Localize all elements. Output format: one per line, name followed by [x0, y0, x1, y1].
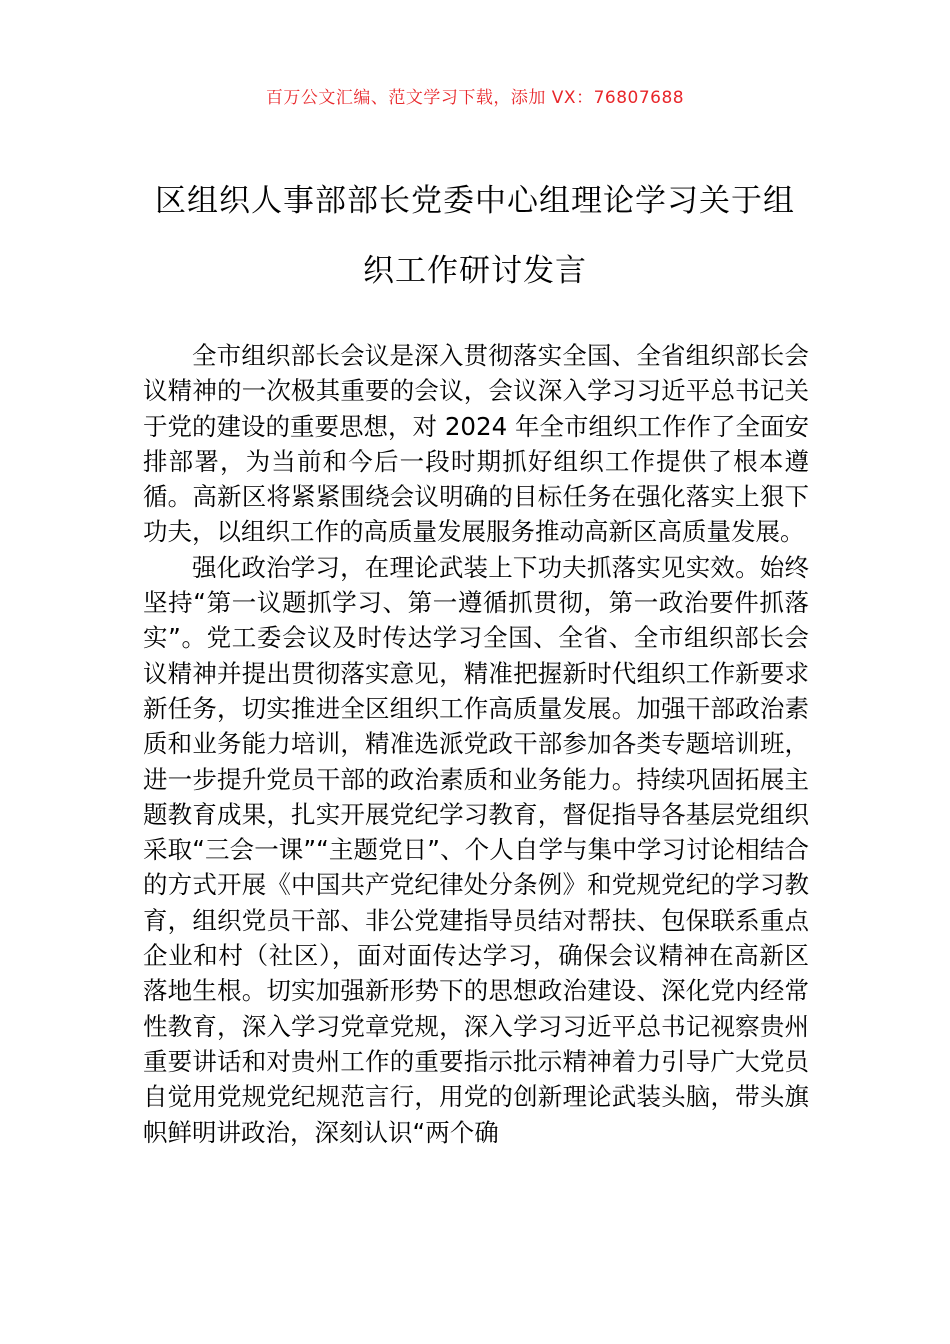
paragraph-intro: 全市组织部长会议是深入贯彻落实全国、全省组织部长会议精神的一次极其重要的会议，会议深入学习习近平总书记关于党的建设的重要思想，对 2024 年全市组织工作作了全面安排部署，为当前和今后一段时期抓好组织工作提供了根本遵循。高新区将紧紧围绕会议明确的目标任务在强化落实上狠下功夫，以组织工作的高质量发展服务推动高新区高质量发展。: [143, 341, 809, 547]
paragraph-political-study: 强化政治学习，在理论武装上下功夫抓落实见实效。始终坚持“第一议题抓学习、第一遵循抓贯彻，第一政治要件抓落实”。党工委会议及时传达学习全国、全省、全市组织部长会议精神并提出贯彻落实意见，精准把握新时代组织工作新要求新任务，切实推进全区组织工作高质量发展。加强干部政治素质和业务能力培训，精准选派党政干部参加各类专题培训班，进一步提升党员干部的政治素质和业务能力。持续巩固拓展主题教育成果，扎实开展党纪学习教育，督促指导各基层党组织采取“三会一课”“主题党日”、个人自学与集中学习讨论相结合的方式开展《中国共产党纪律处分条例》和党规党纪的学习教育，组织党员干部、非公党建指导员结对帮扶、包保联系重点企业和村（社区），面对面传达学习，确保会议精神在高新区落地生根。切实加强新形势下的思想政治建设、深化党内经常性教育，深入学习党章党规，深入学习习近平总书记视察贵州重要讲话和对贵州工作的重要指示批示精神着力引导广大党员自觉用党规党纪规范言行，用党的创新理论武装头脑，带头旗帜鲜明讲政治，深刻认识“两个确: [143, 552, 809, 1147]
promo-banner: 百万公文汇编、范文学习下载，添加 VX：76807688: [265, 88, 685, 108]
document-title: 区组织人事部部长党委中心组理论学习关于组织工作研讨发言: [155, 183, 795, 289]
document-body: [143, 338, 809, 1150]
